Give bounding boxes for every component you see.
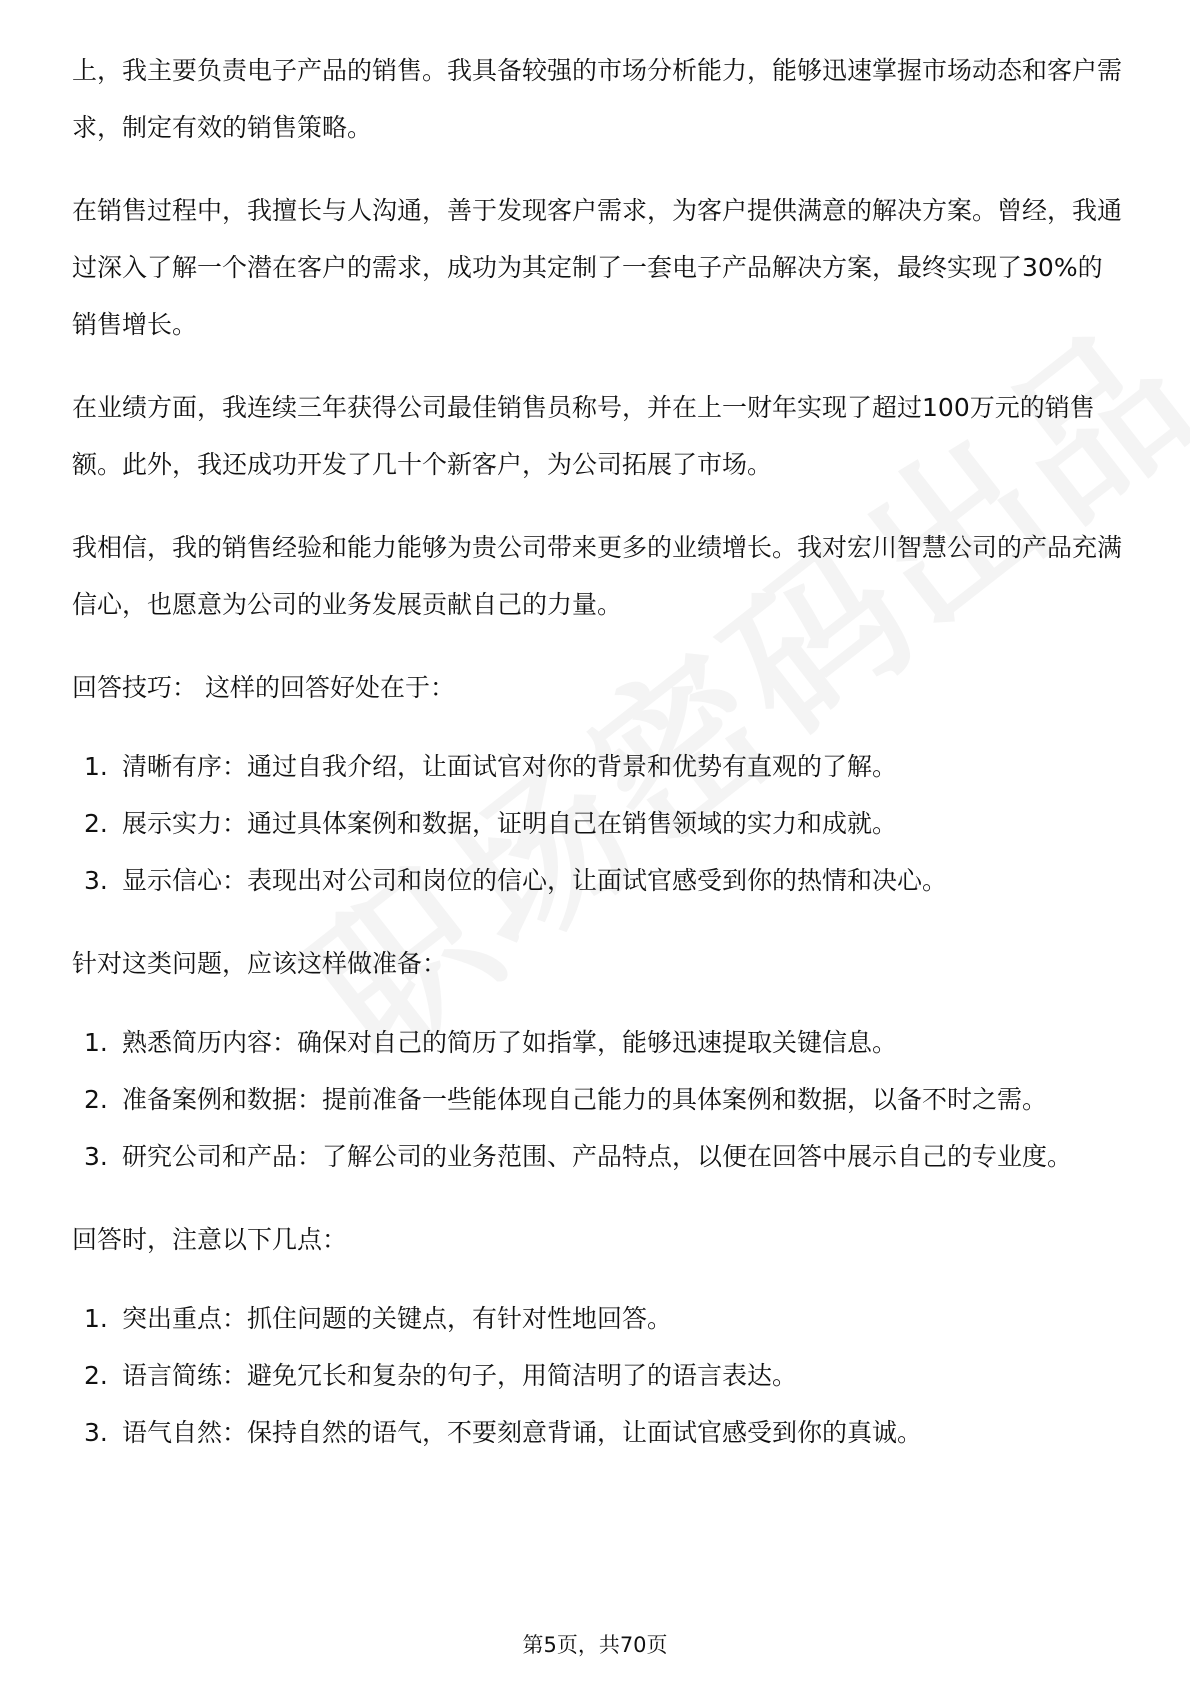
list-item-text: 熟悉简历内容：确保对自己的简历了如指掌，能够迅速提取关键信息。 — [122, 1028, 898, 1057]
notes-list — [72, 1290, 1122, 1461]
list-number: 3. — [84, 1418, 108, 1447]
list-item-text: 准备案例和数据：提前准备一些能体现自己能力的具体案例和数据，以备不时之需。 — [122, 1085, 1048, 1114]
list-number: 1. — [84, 1028, 108, 1057]
list-number: 2. — [84, 1361, 108, 1390]
list-item-text: 语言简练：避免冗长和复杂的句子，用简洁明了的语言表达。 — [122, 1361, 798, 1390]
paragraph-communication: 在销售过程中，我擅长与人沟通，善于发现客户需求，为客户提供满意的解决方案。曾经，我通过深入了解一个潜在客户的需求，成功为其定制了一套电子产品解决方案，最终实现了30%的销售增长。 — [72, 196, 1123, 339]
list-item — [72, 1404, 1122, 1461]
list-item-text: 清晰有序：通过自我介绍，让面试官对你的背景和优势有直观的了解。 — [122, 752, 898, 781]
list-number: 2. — [84, 1085, 108, 1114]
list-number: 1. — [84, 1304, 108, 1333]
paragraph-confidence: 我相信，我的销售经验和能力能够为贵公司带来更多的业绩增长。我对宏川智慧公司的产品充满信心，也愿意为公司的业务发展贡献自己的力量。 — [72, 533, 1123, 619]
list-item — [72, 1347, 1122, 1404]
list-item — [72, 1071, 1122, 1128]
paragraph-intro-continued: 上，我主要负责电子产品的销售。我具备较强的市场分析能力，能够迅速掌握市场动态和客户需求，制定有效的销售策略。 — [72, 56, 1123, 142]
list-item — [72, 852, 1122, 909]
list-item-text: 突出重点：抓住问题的关键点，有针对性地回答。 — [122, 1304, 673, 1333]
list-item-text: 研究公司和产品：了解公司的业务范围、产品特点，以便在回答中展示自己的专业度。 — [122, 1142, 1073, 1171]
list-item — [72, 1128, 1122, 1185]
list-item — [72, 1290, 1122, 1347]
prep-heading: 针对这类问题，应该这样做准备： — [72, 949, 448, 978]
tips-heading: 回答技巧： 这样的回答好处在于： — [72, 673, 455, 702]
list-number: 3. — [84, 866, 108, 895]
list-number: 1. — [84, 752, 108, 781]
list-number: 2. — [84, 809, 108, 838]
page-number-footer: 第5页，共70页 — [522, 1633, 668, 1657]
list-item — [72, 738, 1122, 795]
list-item-text: 语气自然：保持自然的语气，不要刻意背诵，让面试官感受到你的真诚。 — [122, 1418, 923, 1447]
list-number: 3. — [84, 1142, 108, 1171]
prep-list — [72, 1014, 1122, 1185]
list-item-text: 展示实力：通过具体案例和数据，证明自己在销售领域的实力和成就。 — [122, 809, 898, 838]
paragraph-performance: 在业绩方面，我连续三年获得公司最佳销售员称号，并在上一财年实现了超过100万元的销售额。此外，我还成功开发了几十个新客户，为公司拓展了市场。 — [72, 393, 1095, 479]
notes-heading: 回答时，注意以下几点： — [72, 1225, 348, 1254]
list-item — [72, 1014, 1122, 1071]
list-item — [72, 795, 1122, 852]
tips-list — [72, 738, 1122, 909]
document-body — [72, 42, 1122, 1487]
list-item-text: 显示信心：表现出对公司和岗位的信心，让面试官感受到你的热情和决心。 — [122, 866, 948, 895]
